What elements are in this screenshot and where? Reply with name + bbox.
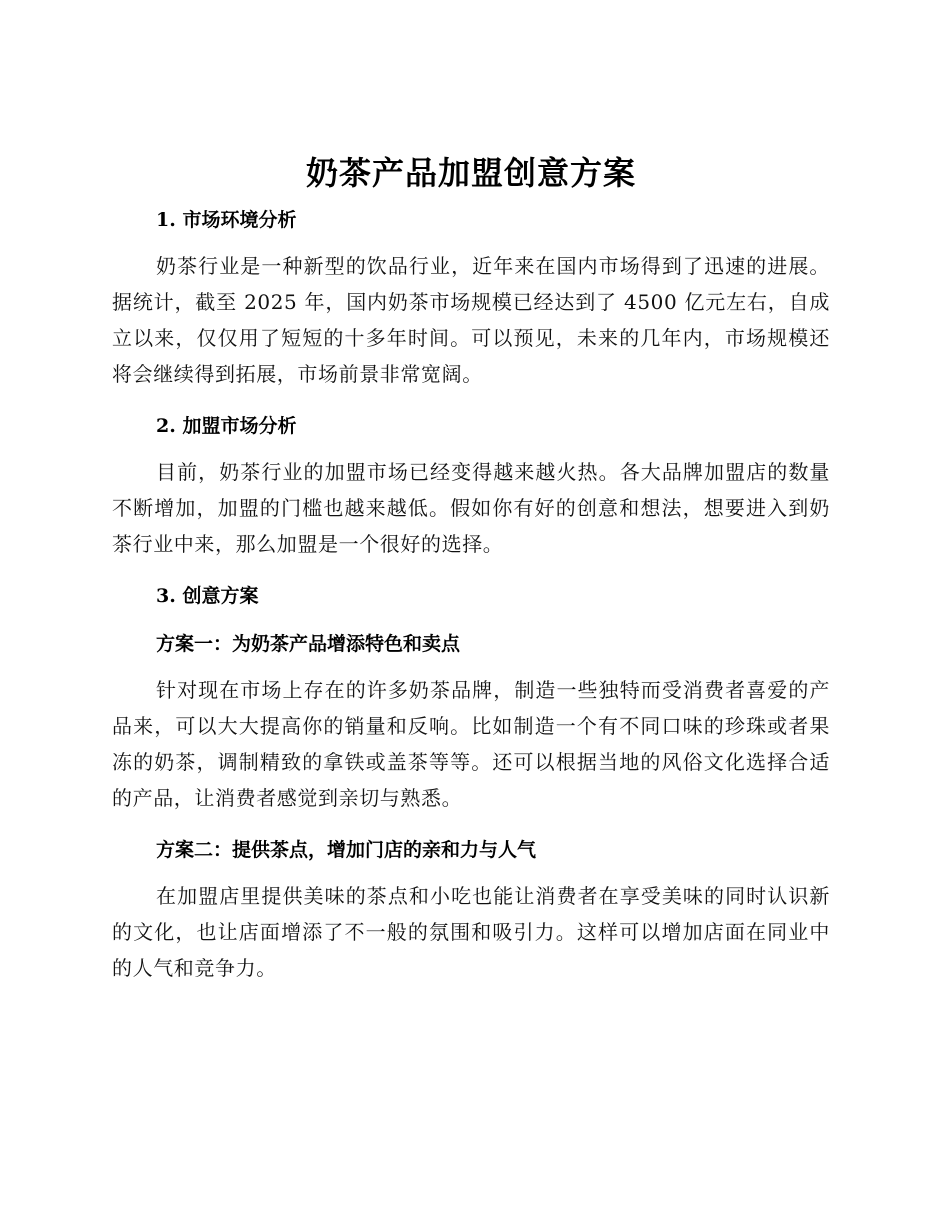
section-paragraph-market-environment: 奶茶行业是一种新型的饮品行业，近年来在国内市场得到了迅速的进展。据统计，截至 2025 年，国内奶茶市场规模已经达到了 4500 亿元左右，自成立以来，仅仅用了短短的十多年时间。可以预见，未来的几年内，市场规模还将会继续得到拓展，市场前景非常宽阔。 [112,254,830,386]
section-paragraph-franchise-market: 目前，奶茶行业的加盟市场已经变得越来越火热。各大品牌加盟店的数量不断增加，加盟的门槛也越来越低。假如你有好的创意和想法，想要进入到奶茶行业中来，那么加盟是一个很好的选择。 [112,460,830,556]
section-heading-creative-plan: 3. 创意方案 [156,585,259,607]
section-heading-market-environment: 1. 市场环境分析 [156,209,297,231]
section-heading-franchise-market: 2. 加盟市场分析 [156,415,297,437]
section-heading-plan-one: 方案一：为奶茶产品增添特色和卖点 [156,633,461,655]
section-paragraph-plan-two: 在加盟店里提供美味的茶点和小吃也能让消费者在享受美味的同时认识新的文化，也让店面增添了不一般的氛围和吸引力。这样可以增加店面在同业中的人气和竞争力。 [112,884,830,980]
section-paragraph-plan-one: 针对现在市场上存在的许多奶茶品牌，制造一些独特而受消费者喜爱的产品来，可以大大提高你的销量和反响。比如制造一个有不同口味的珍珠或者果冻的奶茶，调制精致的拿铁或盖茶等等。还可以根据当地的风俗文化选择合适的产品，让消费者感觉到亲切与熟悉。 [112,678,830,810]
document-title: 奶茶产品加盟创意方案 [305,154,636,192]
section-heading-plan-two: 方案二：提供茶点，增加门店的亲和力与人气 [156,839,537,861]
